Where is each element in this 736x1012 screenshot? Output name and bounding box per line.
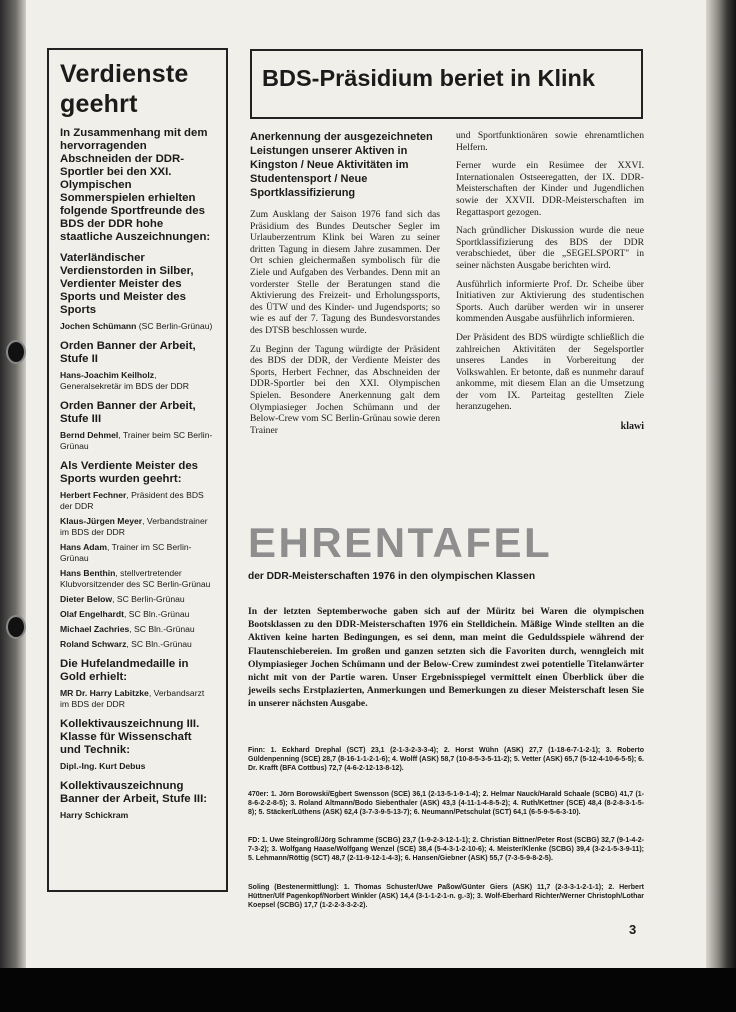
article-lead: Anerkennung der ausgezeichneten Leistungen unserer Aktiven in Kingston / Neue Aktivitäten im Studentensport / Neue Sportklassifizierung: [250, 131, 433, 199]
recipient-name: Roland Schwarz: [60, 639, 127, 649]
result-470er: 470er: 1. Jörn Borowski/Egbert Swensson (SCE) 36,1 (2-13-5-1-9-1-4); 2. Helmar Nauck/Harald Schaale (SCBG) 41,7 (1-8-6-2-2-8-5); 3. Roland Altmann/Bodo Siebenthaler (ASK) 43,3 (4-11-1-4-8-5-2); 4. Ruth/Kettner (SCE) 48,4 (8-2-8-3-1-5-8); 5. Stäcker/Lüthens (ASK) 62,4 (3-7-3-9-5-13-7); 6. Neumann/Petschulat (SCT) 64,1 (6-5-9-5-6-3-10).: [248, 791, 644, 817]
recipient-role: , Generalsekretär im BDS der DDR: [60, 370, 189, 391]
ehrentafel-title: EHRENTAFEL: [248, 519, 553, 566]
ehrentafel-subtitle: der DDR-Meisterschaften 1976 in den olympischen Klassen: [248, 571, 536, 582]
award-recipient: [60, 516, 215, 538]
award-heading: Orden Banner der Arbeit, Stufe II: [60, 340, 196, 365]
recipient-role: , SC Bln.-Grünau: [126, 639, 192, 649]
award-heading: Orden Banner der Arbeit, Stufe III: [60, 400, 196, 425]
award-recipient: [60, 490, 215, 512]
article-paragraph: und Sportfunktionären sowie ehrenamtlichen Helfern.: [456, 130, 644, 153]
recipient-role: , SC Bln.-Grünau: [129, 624, 195, 634]
award-recipient: [60, 430, 215, 452]
recipient-name: Hans-Joachim Keilholz: [60, 370, 155, 380]
award-recipient: [60, 761, 215, 772]
award-heading: Vaterländischer Verdienstorden in Silber, Verdienter Meister des Sports und Meister des Sports: [60, 252, 194, 316]
awards-title-line2: geehrt: [60, 90, 138, 118]
recipient-name: Bernd Dehmel: [60, 430, 119, 440]
recipient-name: Jochen Schümann: [60, 321, 137, 331]
ehrentafel-intro: In der letzten Septemberwoche gaben sich auf der Müritz bei Waren die olympischen Bootsklassen zu den DDR-Meisterschaften 1976 ein Stelldichein. Mäßige Winde stellten an die Aktiven keine harten Bedingungen, es sei denn, man meint die Geduldsspiele während der Flautenschiebereien. Im großen und ganzen setzten sich die Favoriten durch, wenngleich mit Olympiasieger Jochen Schümann und der Below-Crew zumindest zwei potentielle Titelanwärter nicht mit von der Partie waren. Unser Ergebnisspiegel vermittelt einen Überblick über die jeweils sechs Erstplazierten, Anmerkungen und Bemerkungen zu dieser Meisterschaft lesen Sie in unserer nächsten Ausgabe.: [248, 606, 644, 710]
award-heading: Die Hufelandmedaille in Gold erhielt:: [60, 658, 189, 683]
page-edge: [706, 0, 736, 968]
result-finn: Finn: 1. Eckhard Drephal (SCT) 23,1 (2-1-3-2-3-3-4); 2. Horst Wühn (ASK) 27,7 (1-18-6-7-1-2-1); 3. Roberto Güldenpenning (SCE) 28,7 (8-16-1-1-2-1-6); 4. Wolff (ASK) 58,7 (10-8-5-3-5-11-2); 5. Vetter (ASK) 65,7 (5-12-4-10-6-5-5); 6. Dr. Krafft (BFA Cottbus) 72,7 (4-6-2-12-13-8-12).: [248, 747, 644, 773]
recipient-role: , Verbandsarzt im BDS der DDR: [60, 688, 205, 709]
article-paragraph: Ferner wurde ein Resümee der XXVI. Internationalen Ostseeregatten, der IX. DDR-Meisterschaften der Kinder und Jugendlichen sowie der XXVII. DDR-Meisterschaften im Regattasport gezogen.: [456, 160, 644, 218]
article-paragraph: Nach gründlicher Diskussion wurde die neue Sportklassifizierung des BDS der DDR verabschiedet, über die „SEGELSPORT" in seiner nächsten Ausgabe berichten wird.: [456, 225, 644, 271]
recipient-role: , Präsident des BDS der DDR: [60, 490, 204, 511]
award-heading: Kollektivauszeichnung Banner der Arbeit, Stufe III:: [60, 780, 208, 805]
award-recipient: [60, 810, 215, 821]
recipient-name: Klaus-Jürgen Meyer: [60, 516, 143, 526]
award-recipient: [60, 568, 215, 590]
article-column-1: [250, 130, 440, 443]
article-paragraph: Der Präsident des BDS würdigte schließlich die zahlreichen Aktivitäten der Segelsportler unseres Landes in Vorbereitung der Volkswahlen. Er betonte, daß es nunmehr darauf ankomme, mit diesem Elan an die Umsetzung der vom IX. Parteitag gestellten Ziele heranzugehen.: [456, 331, 644, 413]
page-number: 3: [629, 922, 637, 937]
recipient-name: Harry Schickram: [60, 810, 129, 820]
article-paragraph: Zum Ausklang der Saison 1976 fand sich das Präsidium des Bundes Deutscher Segler im Urlauberzentrum Klink bei Waren zu seiner dritten Tagung in diesem Jahre zusammen. Der Ort schien gleichermaßen symbolisch für die Ziele und Aufgaben des Verbandes. Denn mit an vorderster Stelle der Beratungen stand die Aktivierung des Freizeit- und Erholungssports, des ÜTW und des Kinder- und Jugendsports; so wie es auf der 7. Tagung des Bundesvorstandes des DTSB beschlossen wurde.: [250, 209, 440, 336]
recipient-role: , SC Berlin-Grünau: [112, 594, 185, 604]
award-recipient: [60, 688, 215, 710]
result-fd: FD: 1. Uwe Steingroß/Jörg Schramme (SCBG) 23,7 (1-9-2-3-12-1-1); 2. Christian Bittner/Peter Rost (SCBG) 32,7 (9-1-4-2-7-3-2); 3. Wolfgang Haase/Wolfgang Wenzel (SCE) 38,4 (5-4-3-1-2-10-6); 4. Meister/Klenke (SCBG) 39,4 (3-2-1-5-3-9-11); 5. Lehmann/Röttig (SCT) 48,7 (2-11-9-12-1-4-3); 6. Hansen/Giebner (ASK) 55,7 (7-3-5-9-8-2-5).: [248, 837, 644, 863]
award-recipient: [60, 624, 215, 635]
recipient-name: Olaf Engelhardt: [60, 609, 124, 619]
binding-hole: [6, 615, 26, 639]
article-headline: BDS-Präsidium beriet in Klink: [262, 65, 595, 91]
recipient-name: Michael Zachries: [60, 624, 130, 634]
article-paragraph: Ausführlich informierte Prof. Dr. Scheibe über Initiativen zur Aktivierung des studentischen Sports. Auch darüber werden wir in unserer kommenden Ausgabe ausführlich informieren.: [456, 278, 644, 325]
binding-hole: [6, 340, 26, 364]
recipient-name: Hans Benthin: [60, 568, 116, 578]
recipient-role: , Trainer im SC Berlin-Grünau: [60, 542, 192, 563]
award-recipient: [60, 594, 215, 605]
recipient-name: Dipl.-Ing. Kurt Debus: [60, 761, 146, 771]
awards-title: [60, 59, 215, 119]
award-recipient: [60, 542, 215, 564]
award-recipient: [60, 370, 215, 392]
recipient-name: Hans Adam: [60, 542, 107, 552]
recipient-role: , stellvertretender Klubvorsitzender des SC Berlin-Grünau: [60, 568, 211, 589]
article-signature: klawi: [620, 421, 644, 433]
recipient-role: , Verbandstrainer im BDS der DDR: [60, 516, 208, 537]
recipient-name: MR Dr. Harry Labitzke: [60, 688, 149, 698]
award-recipient: [60, 609, 215, 620]
awards-box: [47, 48, 228, 892]
scan-border: [0, 968, 736, 1012]
recipient-name: Herbert Fechner: [60, 490, 127, 500]
result-soling: Soling (Bestenermittlung): 1. Thomas Schuster/Uwe Paßow/Günter Giers (ASK) 11,7 (2-3-3-1-2-1-1); 2. Herbert Hüttner/Ulf Pagenkopf/Norbert Winkler (ASK) 14,4 (3-1-1-2-1-n. g.-3); 3. Wolf-Eberhard Richter/Werner Christoph/Lothar Koepsel (SCBG) 17,7 (1-2-2-3-3-2-2).: [248, 884, 644, 910]
award-heading: Als Verdiente Meister des Sports wurden geehrt:: [60, 460, 199, 485]
article-column-2: [456, 130, 644, 432]
recipient-name: Dieter Below: [60, 594, 113, 604]
article-paragraph: Zu Beginn der Tagung würdigte der Präsident des BDS der DDR, der Verdiente Meister des Sports, Herbert Fechner, das Abschneiden der DDR-Sportler bei den XXI. Olympischen Spielen. Besondere Anerkennung galt dem Olympiasieger Jochen Schümann und der Below-Crew vom SC Berlin-Grünau sowie deren Trainer: [250, 343, 440, 436]
book-spine: [0, 0, 26, 968]
awards-title-line1: Verdienste: [60, 60, 189, 88]
recipient-role: (SC Berlin-Grünau): [136, 321, 213, 331]
award-recipient: [60, 639, 215, 650]
award-recipient: [60, 321, 215, 332]
headline-box: [250, 49, 643, 119]
recipient-role: , SC Bln.-Grünau: [123, 609, 190, 619]
awards-intro: In Zusammenhang mit dem hervorragenden Abschneiden der DDR-Sportler bei den XXI. Olympischen Sommerspielen erhielten folgende Sportfreunde des BDS der DDR hohe staatliche Auszeichnungen:: [60, 127, 211, 243]
award-heading: Kollektivauszeichnung III. Klasse für Wissenschaft und Technik:: [60, 718, 200, 756]
recipient-role: , Trainer beim SC Berlin-Grünau: [60, 430, 213, 451]
